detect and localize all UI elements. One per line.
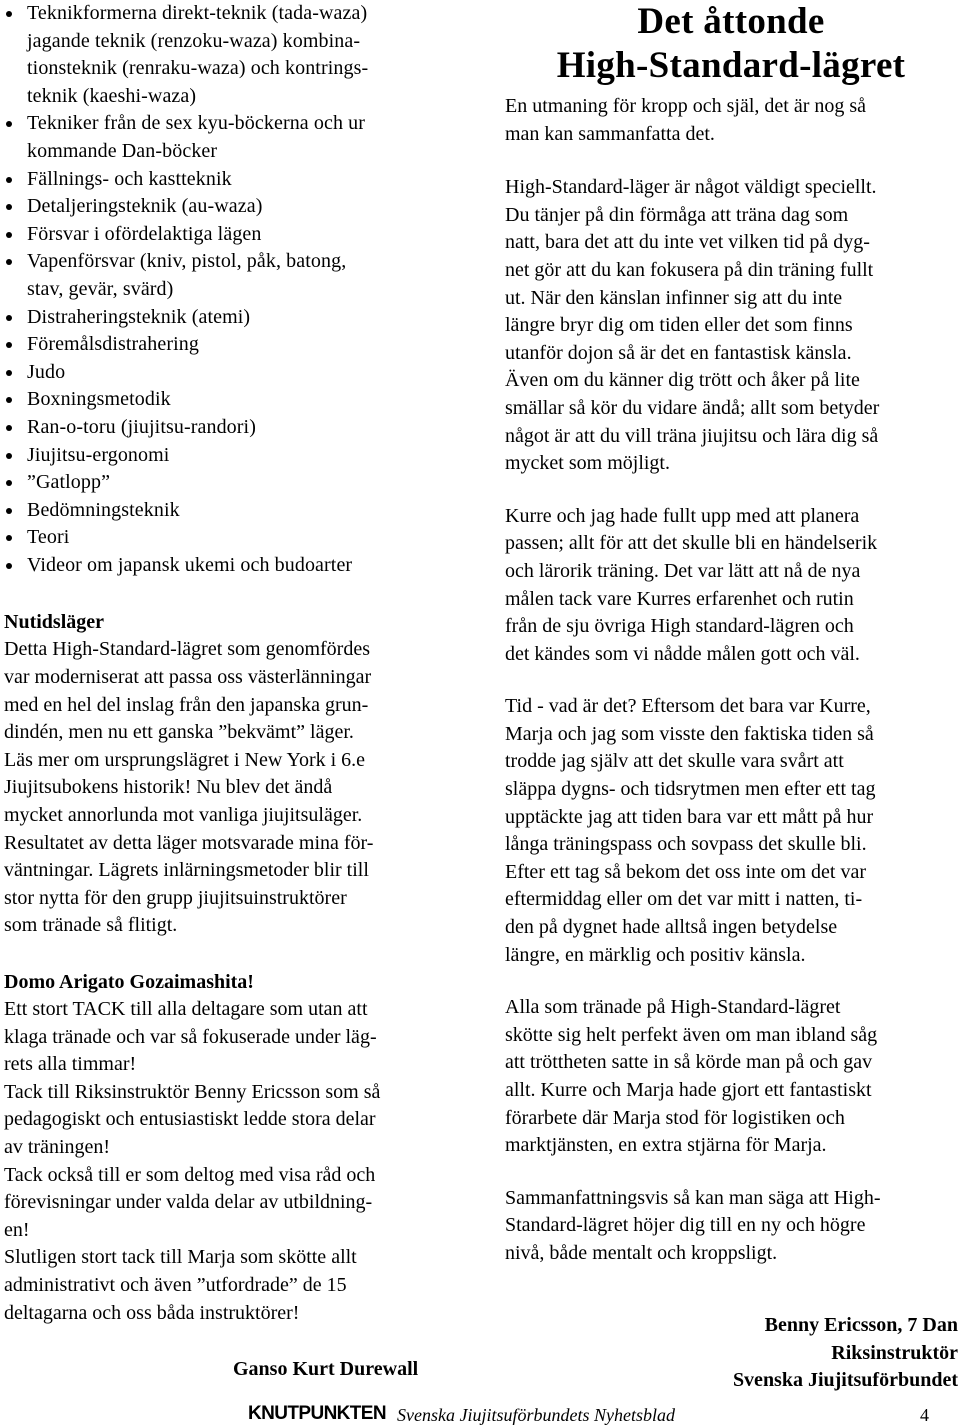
list-item-text: ”Gatlopp” — [27, 471, 111, 494]
text-line: något är att du vill träna jiujitsu och lära dig så — [505, 424, 879, 447]
bullet-icon — [6, 259, 12, 265]
list-item-text: jagande teknik (renzoku-waza) kombina- — [27, 29, 361, 52]
bullet-icon — [6, 232, 12, 238]
list-item — [4, 248, 476, 303]
text-line: var moderniserat att passa oss västerlänningar — [4, 666, 372, 689]
text-line: marktjänsten, en extra stjärna för Marja. — [505, 1134, 827, 1157]
text-line: Sammanfattningsvis så kan man säga att High- — [505, 1186, 881, 1209]
thanks-text — [4, 996, 476, 1327]
text-line: med en hel del inslag från den japanska grun- — [4, 693, 369, 716]
text-line: Detta High-Standard-lägret som genomfördes — [4, 638, 371, 661]
list-item-text: Föremålsdistrahering — [27, 333, 199, 356]
text-line: ut. När den känslan infinner sig att du inte — [505, 286, 843, 309]
text-line: pedagogiskt och entusiastiskt ledde stora delar — [4, 1108, 376, 1131]
bullet-icon — [6, 121, 12, 127]
thanks-heading: Domo Arigato Gozaimashita! — [4, 971, 254, 993]
text-line: den på dygnet hade alltså ingen betydelse — [505, 916, 838, 939]
bullet-icon — [6, 508, 12, 514]
bullet-icon — [6, 480, 12, 486]
list-item — [4, 110, 476, 165]
text-line: utanför dojon så är det en fantastisk känsla. — [505, 341, 852, 364]
title-line: Det åttonde — [637, 1, 825, 42]
text-line: En utmaning för kropp och själ, det är nog så — [505, 95, 867, 117]
bullet-icon — [6, 11, 12, 17]
text-line: deltagarna och oss båda instruktörer! — [4, 1301, 300, 1324]
list-item — [4, 193, 476, 221]
text-line: klaga tränade och var så fokuserade under läg- — [4, 1025, 377, 1048]
text-line: allt. Kurre och Marja hade gjort ett fantastiskt — [505, 1079, 872, 1101]
article-paragraph — [505, 93, 957, 148]
list-item — [4, 386, 476, 414]
list-item-text: Detaljeringsteknik (au-waza) — [27, 195, 263, 218]
list-item — [4, 221, 476, 249]
list-item — [4, 552, 476, 580]
list-item-text: Judo — [27, 360, 66, 383]
text-line: längre bryr dig om tiden eller det som finns — [505, 314, 853, 337]
text-line: förarbete där Marja stod för logistiken och — [505, 1106, 845, 1129]
article-paragraph — [505, 503, 957, 669]
text-line: Du tänjer på din förmåga att träna dag som — [505, 203, 849, 226]
text-line: smällar så kör du vidare ändå; allt som betyder — [505, 396, 880, 419]
bullet-icon — [6, 535, 12, 541]
text-line: Jiujitsubokens historik! Nu blev det ändå — [4, 776, 333, 799]
article-title — [505, 0, 957, 88]
bullet-icon — [6, 177, 12, 183]
text-line: väntningar. Lägrets inlärningsmetoder blir till — [4, 859, 369, 882]
text-line: natt, bara det att du inte vet vilken tid på dyg- — [505, 231, 870, 254]
text-line: net gör att du kan fokusera på din träning fullt — [505, 258, 874, 281]
left-signature: Ganso Kurt Durewall — [233, 1358, 419, 1380]
text-line: Efter ett tag så bekom det oss inte om det var — [505, 860, 867, 883]
topic-list — [4, 0, 476, 579]
list-item — [4, 524, 476, 552]
article-paragraph — [505, 994, 957, 1160]
list-item-text: Fällnings- och kastteknik — [27, 167, 232, 190]
text-line: upptäckte jag att tiden bara var ett mått på hur — [505, 805, 874, 828]
text-line: Standard-lägret höjer dig till en ny och högre — [505, 1214, 866, 1237]
list-item-text: stav, gevär, svärd) — [27, 277, 174, 300]
list-item-text: Videor om japansk ukemi och budoarter — [27, 553, 353, 576]
text-line: trodde jag själv att det skulle vara svårt att — [505, 750, 844, 773]
bullet-icon — [6, 563, 12, 569]
text-line: Tack också till er som deltog med visa råd och — [4, 1163, 376, 1186]
right-signature — [733, 1312, 958, 1395]
list-item-text: Försvar i ofördelaktiga lägen — [27, 222, 262, 245]
list-item-text: Tekniker från de sex kyu-böckerna och ur — [27, 112, 366, 135]
bullet-icon — [6, 204, 12, 210]
list-item-text: Teknikformerna direkt-teknik (tada-waza) — [27, 2, 368, 24]
list-item-text: Teori — [27, 526, 70, 549]
signature-line: Benny Ericsson, 7 Dan — [764, 1314, 958, 1336]
list-item — [4, 359, 476, 387]
bullet-icon — [6, 425, 12, 431]
list-item-text: teknik (kaeshi-waza) — [27, 84, 197, 107]
list-item-text: Vapenförsvar (kniv, pistol, påk, batong, — [27, 250, 347, 273]
list-item-text: Distraheringsteknik (atemi) — [27, 305, 251, 328]
article-paragraph — [505, 174, 957, 478]
list-item — [4, 166, 476, 194]
list-item — [4, 0, 476, 110]
text-line: längre, en märklig och positiv känsla. — [505, 943, 806, 966]
list-item-text: Jiujitsu-ergonomi — [27, 443, 170, 466]
text-line: High-Standard-läger är något väldigt speciellt. — [505, 176, 877, 199]
text-line: Slutligen stort tack till Marja som skötte allt — [4, 1246, 357, 1269]
text-line: mycket som möjligt. — [505, 452, 670, 475]
list-item-text: tionsteknik (renraku-waza) och kontrings- — [27, 57, 369, 80]
article-paragraph — [505, 1185, 957, 1268]
text-line: och lärorik träning. Det var lätt att nå de nya — [505, 559, 861, 582]
bullet-icon — [6, 397, 12, 403]
title-line: High-Standard-lägret — [556, 45, 906, 86]
page-footer — [0, 1402, 960, 1427]
text-line: stor nytta för den grupp jiujitsuinstruktörer — [4, 886, 347, 909]
text-line: att tröttheten satte in så körde man på och gav — [505, 1051, 873, 1074]
nutidslager-text — [4, 636, 476, 940]
text-line: mycket annorlunda mot vanliga jiujitsuläger. — [4, 804, 363, 827]
list-item — [4, 469, 476, 497]
text-line: passen; allt för att det skulle bli en händelserik — [505, 532, 878, 555]
text-line: Tack till Riksinstruktör Benny Ericsson som så — [4, 1080, 381, 1103]
text-line: långa träningspass och sovpass det skulle bli. — [505, 833, 867, 856]
list-item — [4, 304, 476, 332]
bullet-icon — [6, 453, 12, 459]
text-line: man kan sammanfatta det. — [505, 122, 715, 145]
text-line: Ett stort TACK till alla deltagare som utan att — [4, 998, 368, 1020]
bullet-icon — [6, 342, 12, 348]
text-line: förevisningar under valda delar av utbildning- — [4, 1191, 373, 1214]
article-body — [505, 93, 957, 1268]
list-item-text: kommande Dan-böcker — [27, 139, 218, 162]
signature-line: Svenska Jiujitsuförbundet — [732, 1369, 958, 1391]
text-line: skötte sig helt perfekt även om man ibland såg — [505, 1023, 878, 1046]
bullet-icon — [6, 370, 12, 376]
list-item — [4, 331, 476, 359]
list-item — [4, 497, 476, 525]
text-line: eftermiddag eller om det var mitt i natten, ti- — [505, 888, 863, 911]
list-item-text: Bedömningsteknik — [27, 498, 180, 521]
text-line: nivå, både mentalt och kroppsligt. — [505, 1241, 778, 1264]
text-line: det kändes som vi nådde målen gott och väl. — [505, 642, 860, 665]
nutidslager-heading: Nutidsläger — [4, 611, 104, 634]
list-item — [4, 414, 476, 442]
signature-line: Riksinstruktör — [831, 1341, 958, 1364]
text-line: från de sju övriga High standard-lägren och — [505, 615, 854, 638]
text-line: en! — [4, 1218, 30, 1241]
text-line: rets alla timmar! — [4, 1053, 137, 1076]
right-column — [505, 0, 957, 1293]
text-line: Marja och jag som visste den faktiska tiden så — [505, 722, 874, 745]
text-line: målen tack vare Kurres erfarenhet och rutin — [505, 587, 854, 610]
text-line: som tränade så flitigt. — [4, 914, 178, 937]
list-item-text: Boxningsmetodik — [27, 388, 171, 411]
text-line: Läs mer om ursprungslägret i New York i 6.e — [4, 748, 366, 771]
text-line: Även om du känner dig trött och åker på lite — [505, 369, 860, 392]
article-paragraph — [505, 693, 957, 969]
text-line: dindén, men nu ett ganska ”bekvämt” läger. — [4, 721, 354, 744]
text-line: Resultatet av detta läger motsvarade mina för- — [4, 831, 374, 854]
bullet-icon — [6, 315, 12, 321]
text-line: Tid - vad är det? Eftersom det bara var Kurre, — [505, 695, 871, 718]
list-item-text: Ran-o-toru (jiujitsu-randori) — [27, 415, 256, 438]
footer-publication-title: Svenska Jiujitsuförbundets Nyhetsblad — [397, 1405, 675, 1425]
text-line: av träningen! — [4, 1135, 111, 1158]
text-line: Alla som tränade på High-Standard-lägret — [505, 996, 841, 1019]
left-column — [4, 0, 476, 1327]
page-number: 4 — [920, 1405, 929, 1425]
footer-brand-logo: KNUTPUNKTEN — [248, 1403, 387, 1424]
text-line: administrativt och även ”utfordrade” de 15 — [4, 1273, 347, 1296]
text-line: Kurre och jag hade fullt upp med att planera — [505, 504, 860, 527]
text-line: släppa dygns- och tidsrytmen men efter ett tag — [505, 778, 876, 801]
list-item — [4, 442, 476, 470]
